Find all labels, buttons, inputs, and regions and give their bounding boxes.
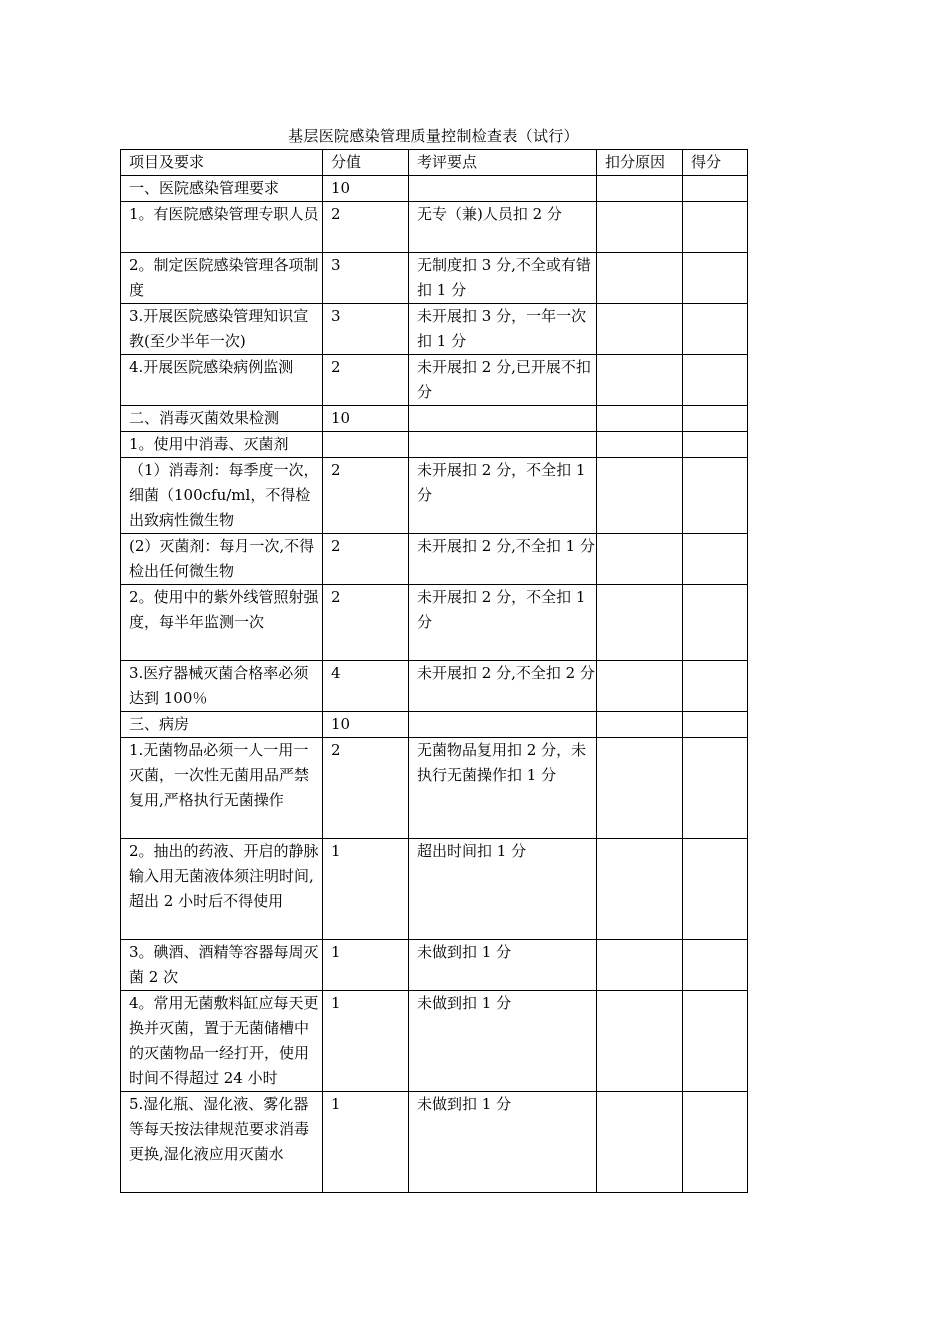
table-row <box>121 202 748 253</box>
cell-item: 2。制定医院感染管理各项制度 <box>121 253 323 304</box>
cell-item: 三、病房 <box>121 712 323 738</box>
table-row <box>121 738 748 839</box>
cell-criteria: 无菌物品复用扣 2 分，未执行无菌操作扣 1 分 <box>409 738 597 839</box>
cell-points <box>683 202 748 253</box>
table-row <box>121 1092 748 1193</box>
cell-score: 10 <box>323 406 409 432</box>
table-row <box>121 712 748 738</box>
page-title: 基层医院感染管理质量控制检查表（试行） <box>288 127 579 145</box>
cell-item: 3。碘酒、酒精等容器每周灭菌 2 次 <box>121 940 323 991</box>
cell-criteria: 未开展扣 2 分,不全扣 2 分 <box>409 661 597 712</box>
cell-item: 1。有医院感染管理专职人员 <box>121 202 323 253</box>
cell-criteria: 超出时间扣 1 分 <box>409 839 597 940</box>
cell-reason <box>597 534 683 585</box>
cell-reason <box>597 839 683 940</box>
cell-score: 1 <box>323 1092 409 1193</box>
header-points: 得分 <box>683 150 748 176</box>
cell-item: 二、消毒灭菌效果检测 <box>121 406 323 432</box>
cell-criteria <box>409 712 597 738</box>
header-score: 分值 <box>323 150 409 176</box>
header-reason: 扣分原因 <box>597 150 683 176</box>
header-criteria: 考评要点 <box>409 150 597 176</box>
cell-reason <box>597 940 683 991</box>
cell-score: 2 <box>323 534 409 585</box>
cell-points <box>683 738 748 839</box>
cell-score: 2 <box>323 355 409 406</box>
table-row <box>121 458 748 534</box>
cell-reason <box>597 253 683 304</box>
cell-score: 4 <box>323 661 409 712</box>
cell-points <box>683 432 748 458</box>
cell-reason <box>597 355 683 406</box>
table-row <box>121 355 748 406</box>
cell-score: 3 <box>323 253 409 304</box>
cell-reason <box>597 432 683 458</box>
cell-criteria: 未做到扣 1 分 <box>409 940 597 991</box>
cell-score: 2 <box>323 738 409 839</box>
cell-score <box>323 432 409 458</box>
cell-points <box>683 406 748 432</box>
cell-item: 1.无菌物品必须一人一用一灭菌，一次性无菌用品严禁复用,严格执行无菌操作 <box>121 738 323 839</box>
cell-criteria: 未做到扣 1 分 <box>409 1092 597 1193</box>
cell-points <box>683 991 748 1092</box>
cell-points <box>683 661 748 712</box>
table-row <box>121 253 748 304</box>
cell-item: 一、医院感染管理要求 <box>121 176 323 202</box>
cell-reason <box>597 712 683 738</box>
cell-item: 2。使用中的紫外线管照射强度，每半年监测一次 <box>121 585 323 661</box>
cell-reason <box>597 202 683 253</box>
table-row <box>121 991 748 1092</box>
cell-item: (2）灭菌剂：每月一次,不得检出任何微生物 <box>121 534 323 585</box>
cell-points <box>683 940 748 991</box>
cell-score: 1 <box>323 839 409 940</box>
cell-reason <box>597 304 683 355</box>
cell-criteria: 未开展扣 3 分，一年一次扣 1 分 <box>409 304 597 355</box>
inspection-table <box>120 149 748 1193</box>
cell-reason <box>597 738 683 839</box>
cell-item: 3.开展医院感染管理知识宣教(至少半年一次) <box>121 304 323 355</box>
cell-score: 10 <box>323 712 409 738</box>
table-row <box>121 432 748 458</box>
cell-points <box>683 304 748 355</box>
cell-item: 4.开展医院感染病例监测 <box>121 355 323 406</box>
cell-points <box>683 253 748 304</box>
cell-points <box>683 355 748 406</box>
cell-score: 2 <box>323 458 409 534</box>
cell-criteria: 无专（兼)人员扣 2 分 <box>409 202 597 253</box>
cell-criteria: 未开展扣 2 分，不全扣 1 分 <box>409 585 597 661</box>
cell-points <box>683 176 748 202</box>
table-body <box>121 176 748 1193</box>
cell-reason <box>597 661 683 712</box>
cell-score: 1 <box>323 940 409 991</box>
cell-reason <box>597 991 683 1092</box>
cell-item: 1。使用中消毒、灭菌剂 <box>121 432 323 458</box>
table-row <box>121 585 748 661</box>
cell-score: 3 <box>323 304 409 355</box>
cell-item: （1）消毒剂：每季度一次，细菌（100cfu/ml，不得检出致病性微生物 <box>121 458 323 534</box>
table-row <box>121 176 748 202</box>
table-row <box>121 534 748 585</box>
cell-reason <box>597 406 683 432</box>
cell-reason <box>597 176 683 202</box>
table-row <box>121 940 748 991</box>
cell-score: 1 <box>323 991 409 1092</box>
cell-item: 5.湿化瓶、湿化液、雾化器等每天按法律规范要求消毒更换,湿化液应用灭菌水 <box>121 1092 323 1193</box>
table-row <box>121 661 748 712</box>
cell-score: 2 <box>323 585 409 661</box>
cell-points <box>683 534 748 585</box>
cell-points <box>683 1092 748 1193</box>
cell-points <box>683 712 748 738</box>
cell-criteria: 未开展扣 2 分，不全扣 1 分 <box>409 458 597 534</box>
cell-criteria: 未做到扣 1 分 <box>409 991 597 1092</box>
header-item: 项目及要求 <box>121 150 323 176</box>
cell-score: 10 <box>323 176 409 202</box>
cell-item: 2。抽出的药液、开启的静脉输入用无菌液体须注明时间,超出 2 小时后不得使用 <box>121 839 323 940</box>
cell-points <box>683 839 748 940</box>
cell-item: 4。常用无菌敷料缸应每天更换并灭菌，置于无菌储槽中的灭菌物品一经打开，使用时间不得超过 24 小时 <box>121 991 323 1092</box>
table-header-row <box>121 150 748 176</box>
table-row <box>121 406 748 432</box>
table-row <box>121 839 748 940</box>
cell-points <box>683 458 748 534</box>
cell-criteria <box>409 432 597 458</box>
cell-item: 3.医疗器械灭菌合格率必须达到 100％ <box>121 661 323 712</box>
cell-score: 2 <box>323 202 409 253</box>
cell-criteria: 未开展扣 2 分,已开展不扣分 <box>409 355 597 406</box>
cell-reason <box>597 458 683 534</box>
cell-reason <box>597 1092 683 1193</box>
cell-points <box>683 585 748 661</box>
cell-criteria <box>409 176 597 202</box>
cell-criteria: 无制度扣 3 分,不全或有错扣 1 分 <box>409 253 597 304</box>
table-row <box>121 304 748 355</box>
cell-criteria: 未开展扣 2 分,不全扣 1 分 <box>409 534 597 585</box>
cell-criteria <box>409 406 597 432</box>
cell-reason <box>597 585 683 661</box>
